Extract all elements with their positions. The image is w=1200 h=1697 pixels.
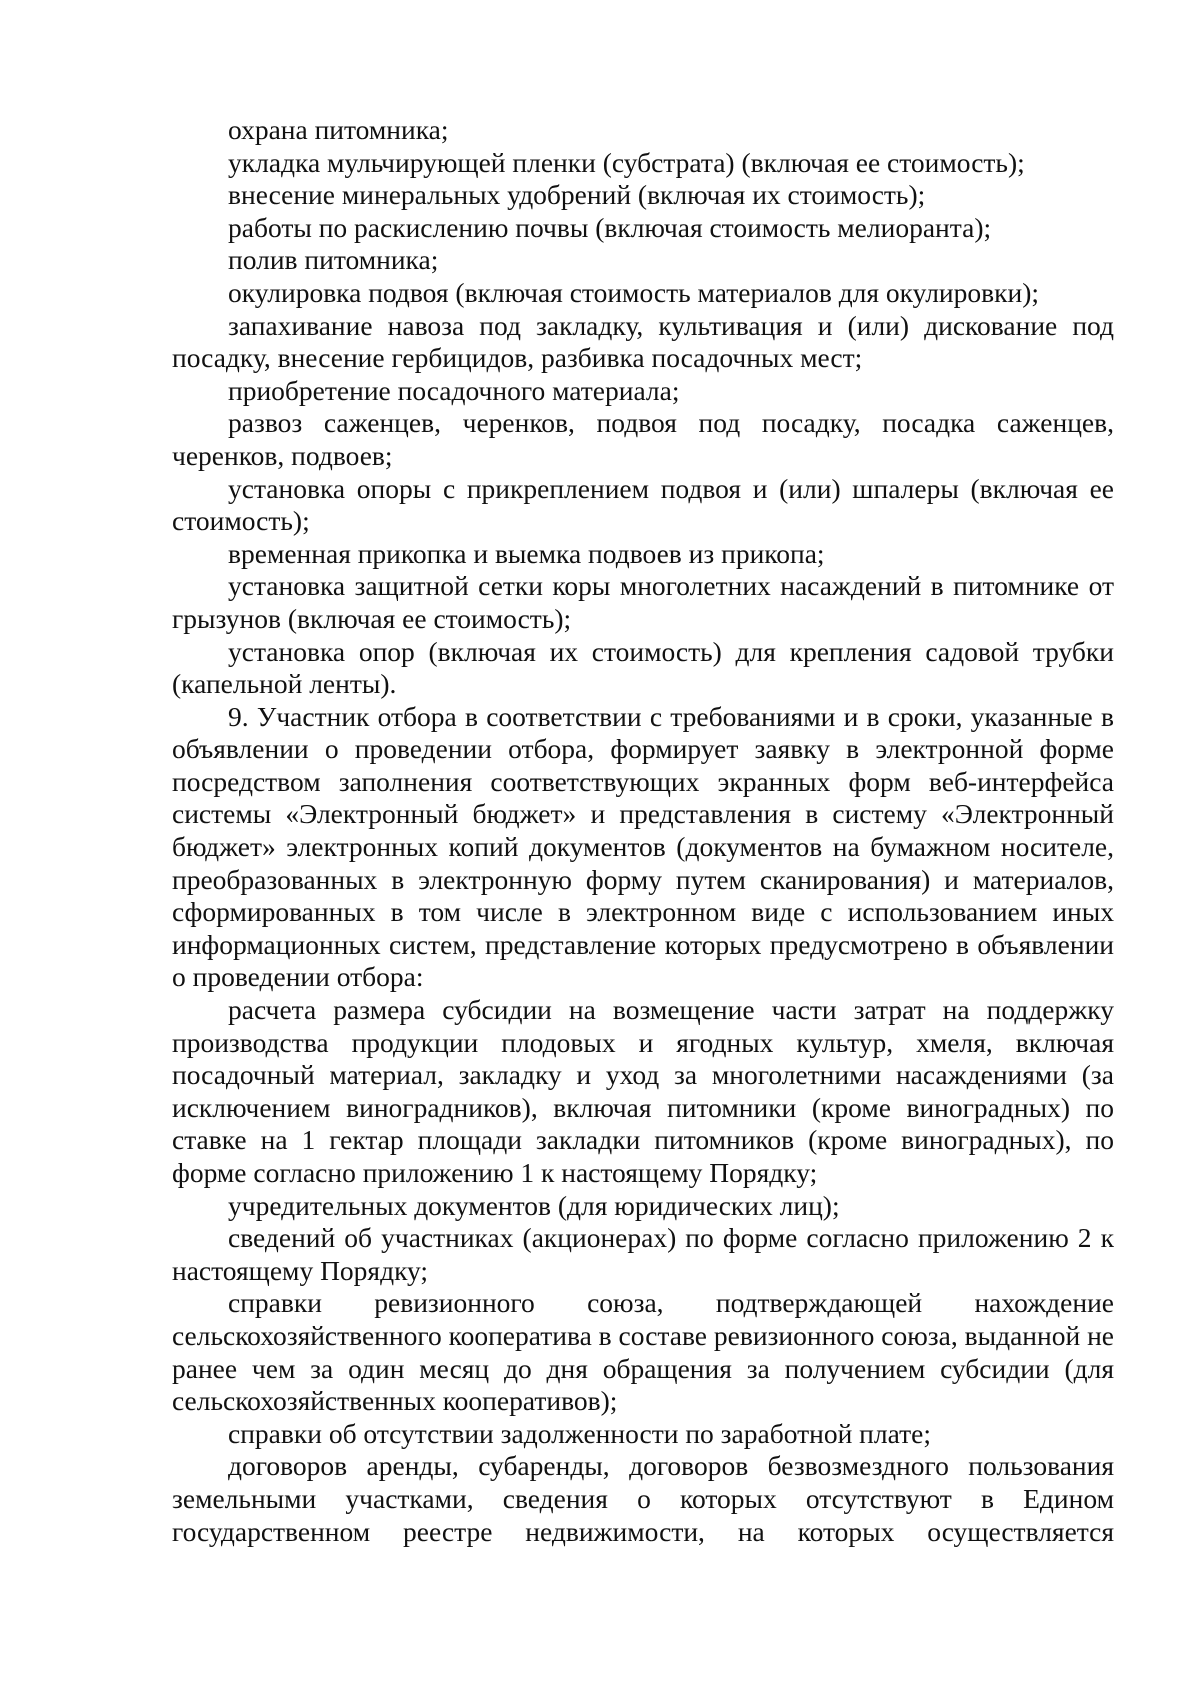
paragraph-manure-plowing: запахивание навоза под закладку, культивация и (или) дискование под посадку, внесение гербицидов, разбивка посадочных мест; [172,309,1114,374]
paragraph-planting-material: приобретение посадочного материала; [228,374,680,406]
paragraph-audit-union-certificate: справки ревизионного союза, подтверждающей нахождение сельскохозяйственного кооператива в составе ревизионного союза, выданной не ранее чем за один месяц до дня обращения за получением субсидии (для сельскохозяйственных кооперативов); [172,1287,1114,1417]
paragraph-nursery-guarding: охрана питомника; [228,114,449,145]
paragraph-founding-documents: учредительных документов (для юридических лиц); [228,1189,840,1221]
paragraph-support-installation: установка опоры с прикреплением подвоя и (или) шпалеры (включая ее стоимость); [172,472,1114,537]
paragraph-budding: окулировка подвоя (включая стоимость материалов для окулировки); [228,276,1039,308]
document-body [172,114,1114,1548]
paragraph-mineral-fertilizers: внесение минеральных удобрений (включая их стоимость); [228,179,926,211]
paragraph-nursery-watering: полив питомника; [228,244,439,276]
paragraph-shareholders-info: сведений об участниках (акционерах) по форме согласно приложению 2 к настоящему Порядку; [172,1222,1114,1286]
paragraph-protective-mesh: установка защитной сетки коры многолетних насаждений в питомнике от грызунов (включая ее стоимость); [172,570,1114,634]
paragraph-item-9-application: 9. Участник отбора в соответствии с требованиями и в сроки, указанные в объявлении о проведении отбора, формирует заявку в электронной форме посредством заполнения соответствующих экранных форм веб-интерфейса системы «Электронный бюджет» и представления в систему «Электронный бюджет» электронных копий документов (документов на бумажном носителе, преобразованных в электронную форму путем сканирования) и материалов, сформированных в том числе в электронном виде с использованием иных информационных систем, представление которых предусмотрено в объявлении о проведении отбора: [172,700,1114,993]
paragraph-mulch-film: укладка мульчирующей пленки (субстрата) (включая ее стоимость); [228,146,1025,178]
paragraph-drip-tube-supports: установка опор (включая их стоимость) для крепления садовой трубки (капельной ленты). [172,635,1114,700]
paragraph-seedling-delivery: развоз саженцев, черенков, подвоя под посадку, посадка саженцев, черенков, подвоев; [172,407,1114,471]
paragraph-lease-agreements: договоров аренды, субаренды, договоров безвозмездного пользования земельными участками, сведения о которых отсутствуют в Едином государственном реестре недвижимости, на которых осуществляется [172,1450,1114,1547]
paragraph-temporary-heeling: временная прикопка и выемка подвоев из прикопа; [228,537,825,569]
paragraph-wage-debt-certificate: справки об отсутствии задолженности по заработной плате; [228,1417,931,1449]
paragraph-subsidy-calculation: расчета размера субсидии на возмещение части затрат на поддержку производства продукции плодовых и ягодных культур, хмеля, включая посадочный материал, закладку и уход за многолетними насаждениями (за исключением виноградников), включая питомники (кроме виноградных) по ставке на 1 гектар площади закладки питомников (кроме виноградных), по форме согласно приложению 1 к настоящему Порядку; [172,994,1114,1188]
paragraph-soil-deacidification: работы по раскислению почвы (включая стоимость мелиоранта); [228,211,992,243]
